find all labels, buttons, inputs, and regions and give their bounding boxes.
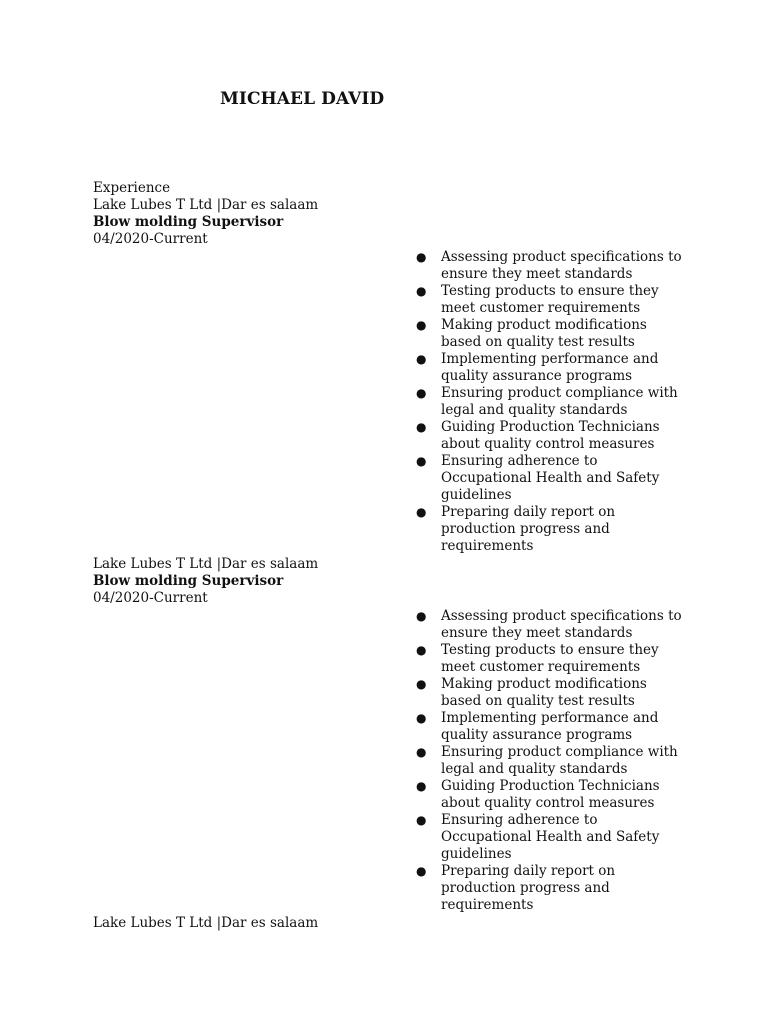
job-2-company: Lake Lubes T Ltd |Dar es salaam bbox=[93, 556, 319, 572]
job-1-title: Blow molding Supervisor bbox=[93, 214, 284, 230]
bullet-icon: ● bbox=[416, 677, 427, 691]
job-2-dates: 04/2020-Current bbox=[93, 590, 208, 606]
job-2-title: Blow molding Supervisor bbox=[93, 573, 284, 589]
job-1-dates: 04/2020-Current bbox=[93, 231, 208, 247]
list-item: ● Preparing daily report on production progress and requirements bbox=[416, 504, 616, 554]
job-2-header bbox=[93, 556, 318, 607]
bullet-icon: ● bbox=[416, 318, 427, 332]
job-1-company: Lake Lubes T Ltd |Dar es salaam bbox=[93, 197, 319, 213]
job-3-company: Lake Lubes T Ltd |Dar es salaam bbox=[93, 915, 319, 931]
bullet-icon: ● bbox=[416, 505, 427, 519]
bullet-icon: ● bbox=[416, 745, 427, 759]
job-2-duties-list bbox=[414, 608, 684, 914]
resume-name: MICHAEL DAVID bbox=[220, 89, 385, 109]
bullet-icon: ● bbox=[416, 352, 427, 366]
list-item: ● Preparing daily report on production progress and requirements bbox=[416, 863, 616, 913]
list-item: ● Making product modifications based on quality test results bbox=[416, 317, 647, 350]
bullet-icon: ● bbox=[416, 609, 427, 623]
job-1-duties-list bbox=[414, 249, 684, 555]
bullet-icon: ● bbox=[416, 813, 427, 827]
list-item: ● Testing products to ensure they meet customer requirements bbox=[416, 283, 659, 316]
list-item: ● Testing products to ensure they meet customer requirements bbox=[416, 642, 659, 675]
bullet-icon: ● bbox=[416, 386, 427, 400]
bullet-icon: ● bbox=[416, 779, 427, 793]
bullet-icon: ● bbox=[416, 250, 427, 264]
experience-heading: Experience bbox=[93, 180, 171, 196]
bullet-icon: ● bbox=[416, 454, 427, 468]
list-item: ● Making product modifications based on quality test results bbox=[416, 676, 647, 709]
bullet-icon: ● bbox=[416, 643, 427, 657]
list-item: ● Assessing product specifications to ensure they meet standards bbox=[416, 249, 682, 282]
job-1-header bbox=[93, 197, 318, 248]
bullet-icon: ● bbox=[416, 711, 427, 725]
list-item: ● Ensuring adherence to Occupational Health and Safety guidelines bbox=[416, 812, 660, 862]
list-item: ● Guiding Production Technicians about quality control measures bbox=[416, 778, 660, 811]
list-item: ● Ensuring product compliance with legal and quality standards bbox=[416, 744, 678, 777]
bullet-icon: ● bbox=[416, 864, 427, 878]
list-item: ● Assessing product specifications to ensure they meet standards bbox=[416, 608, 682, 641]
bullet-icon: ● bbox=[416, 420, 427, 434]
bullet-icon: ● bbox=[416, 284, 427, 298]
job-3-header bbox=[93, 915, 318, 932]
list-item: ● Implementing performance and quality assurance programs bbox=[416, 351, 659, 384]
list-item: ● Ensuring product compliance with legal and quality standards bbox=[416, 385, 678, 418]
list-item: ● Guiding Production Technicians about quality control measures bbox=[416, 419, 660, 452]
list-item: ● Implementing performance and quality assurance programs bbox=[416, 710, 659, 743]
list-item: ● Ensuring adherence to Occupational Health and Safety guidelines bbox=[416, 453, 660, 503]
